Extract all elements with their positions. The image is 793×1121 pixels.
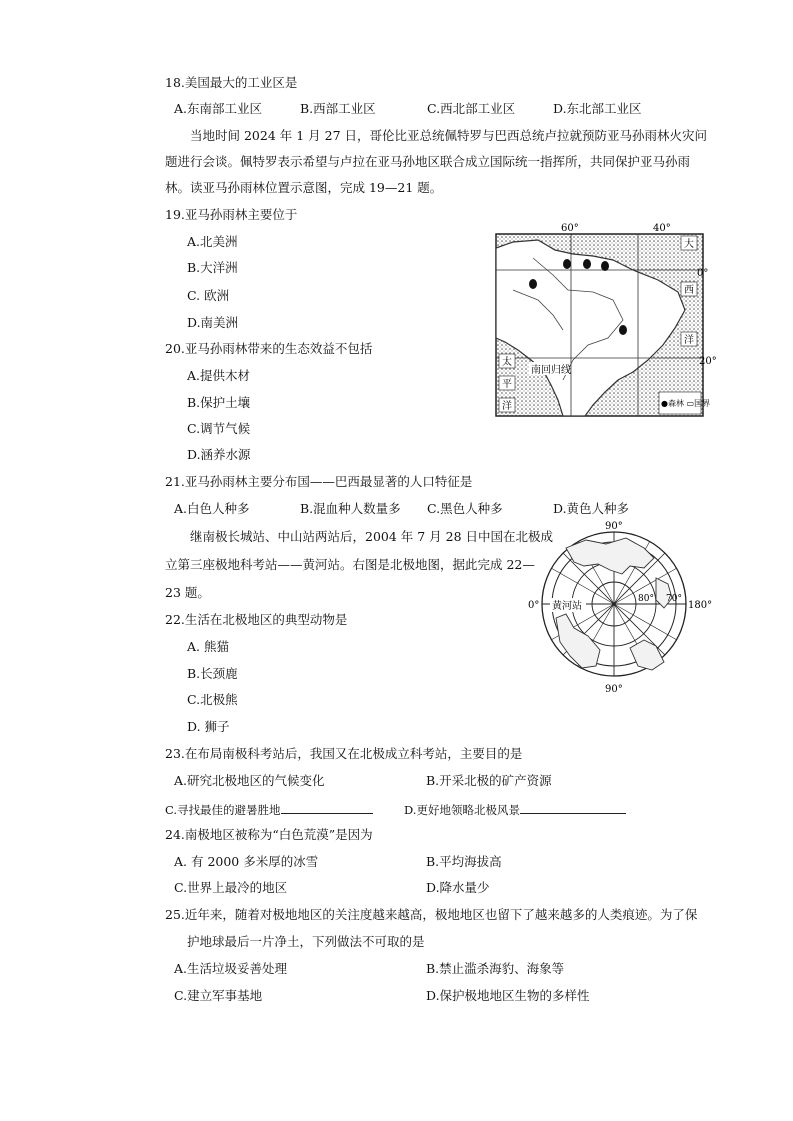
q21-option-d: D.黄色人种多 — [553, 501, 630, 516]
q18-option-a: A.东南部工业区 — [174, 101, 263, 116]
svg-text:太: 太 — [502, 357, 512, 368]
q21-option-b: B.混血种人数量多 — [300, 501, 401, 516]
q23-option-d-wrap — [404, 802, 626, 818]
label-90-bottom: 90° — [605, 684, 623, 695]
label-tropic-of-capricorn: 南回归线 — [531, 365, 571, 376]
map-legend: ●森林 ▭国界 — [661, 399, 711, 408]
passage1-line1: 当地时间 2024 年 1 月 27 日，哥伦比亚总统佩特罗与巴西总统卢拉就预防亚马孙雨林火灾问 — [190, 128, 708, 143]
q24-option-a: A. 有 2000 多米厚的冰雪 — [174, 854, 319, 869]
underline-blank — [281, 813, 373, 814]
passage1-line3: 林。读亚马孙雨林位置示意图，完成 19—21 题。 — [165, 180, 443, 195]
q18-option-c: C.西北部工业区 — [427, 101, 516, 116]
q24-option-d: D.降水量少 — [426, 880, 490, 895]
q21-stem: 21.亚马孙雨林主要分布国——巴西最显著的人口特征是 — [165, 474, 473, 489]
q20-option-c: C.调节气候 — [187, 421, 251, 436]
svg-text:洋: 洋 — [502, 401, 512, 412]
svg-text:平: 平 — [502, 379, 512, 390]
passage1-line2: 题进行会谈。佩特罗表示希望与卢拉在亚马孙地区联合成立国际统一指挥所，共同保护亚马孙雨 — [165, 154, 691, 169]
svg-text:大: 大 — [684, 239, 694, 250]
q22-option-d: D. 狮子 — [187, 719, 230, 734]
q23-option-b: B.开采北极的矿产资源 — [426, 773, 552, 788]
label-huanghe-station: 黄河站 — [552, 601, 582, 612]
svg-text:洋: 洋 — [684, 335, 694, 346]
q19-option-b: B.大洋洲 — [187, 260, 238, 275]
q21-option-c: C.黑色人种多 — [427, 501, 503, 516]
q25-stem-line1: 25.近年来，随着对极地地区的关注度越来越高，极地地区也留下了越来越多的人类痕迹。为了保 — [165, 907, 698, 922]
q23-option-a: A.研究北极地区的气候变化 — [174, 773, 325, 788]
label-0-degree: 0° — [697, 268, 709, 279]
q24-option-b: B.平均海拔高 — [426, 854, 502, 869]
label-180-longitude: 180° — [688, 600, 713, 611]
q25-option-b: B.禁止滥杀海豹、海象等 — [426, 961, 565, 976]
q21-option-a: A.白色人种多 — [174, 501, 250, 516]
q24-option-c: C.世界上最冷的地区 — [174, 880, 288, 895]
q22-option-a: A. 熊猫 — [187, 639, 229, 654]
q24-stem: 24.南极地区被称为“白色荒漠”是因为 — [165, 827, 373, 842]
q23-option-c: C.寻找最佳的避暑胜地 — [165, 803, 281, 817]
q25-option-d: D.保护极地地区生物的多样性 — [426, 988, 590, 1003]
q20-option-b: B.保护土壤 — [187, 395, 251, 410]
label-20-degree: 20° — [699, 356, 717, 367]
q22-stem: 22.生活在北极地区的典型动物是 — [165, 612, 348, 627]
label-70-latitude: 70° — [666, 594, 682, 604]
q20-stem: 20.亚马孙雨林带来的生态效益不包括 — [165, 341, 373, 356]
q23-option-d: D.更好地领略北极风景 — [404, 803, 520, 817]
label-60-degree: 60° — [561, 223, 579, 234]
label-40-degree: 40° — [653, 223, 671, 234]
q20-option-d: D.涵养水源 — [187, 447, 251, 462]
label-80-latitude: 80° — [638, 594, 654, 604]
q19-stem: 19.亚马孙雨林主要位于 — [165, 207, 298, 222]
amazon-location-map — [493, 220, 717, 418]
q25-stem-line2: 护地球最后一片净土，下列做法不可取的是 — [187, 934, 425, 949]
label-0-longitude: 0° — [528, 600, 540, 611]
q18-option-b: B.西部工业区 — [300, 101, 376, 116]
label-pacific-ocean — [499, 354, 515, 412]
passage2-line1: 继南极长城站、中山站两站后，2004 年 7 月 28 日中国在北极成 — [190, 529, 554, 544]
q23-option-c-wrap — [165, 802, 373, 818]
q18-stem: 18.美国最大的工业区是 — [165, 75, 298, 90]
q23-stem: 23.在布局南极科考站后，我国又在北极成立科考站，主要目的是 — [165, 746, 523, 761]
q22-option-c: C.北极熊 — [187, 692, 238, 707]
q19-option-c: C. 欧洲 — [187, 288, 230, 303]
q18-option-d: D.东北部工业区 — [553, 101, 642, 116]
q25-option-a: A.生活垃圾妥善处理 — [174, 961, 288, 976]
label-90-top: 90° — [605, 521, 623, 532]
svg-text:西: 西 — [684, 285, 694, 296]
q19-option-d: D.南美洲 — [187, 315, 239, 330]
arctic-polar-map — [526, 518, 716, 694]
q19-option-a: A.北美洲 — [187, 234, 238, 249]
passage2-line2: 立第三座极地科考站——黄河站。右图是北极地图，据此完成 22— — [165, 557, 535, 572]
q25-option-c: C.建立军事基地 — [174, 988, 263, 1003]
underline-blank — [520, 813, 626, 814]
q20-option-a: A.提供木材 — [187, 368, 251, 383]
q22-option-b: B.长颈鹿 — [187, 666, 238, 681]
passage2-line3: 23 题。 — [165, 585, 210, 600]
